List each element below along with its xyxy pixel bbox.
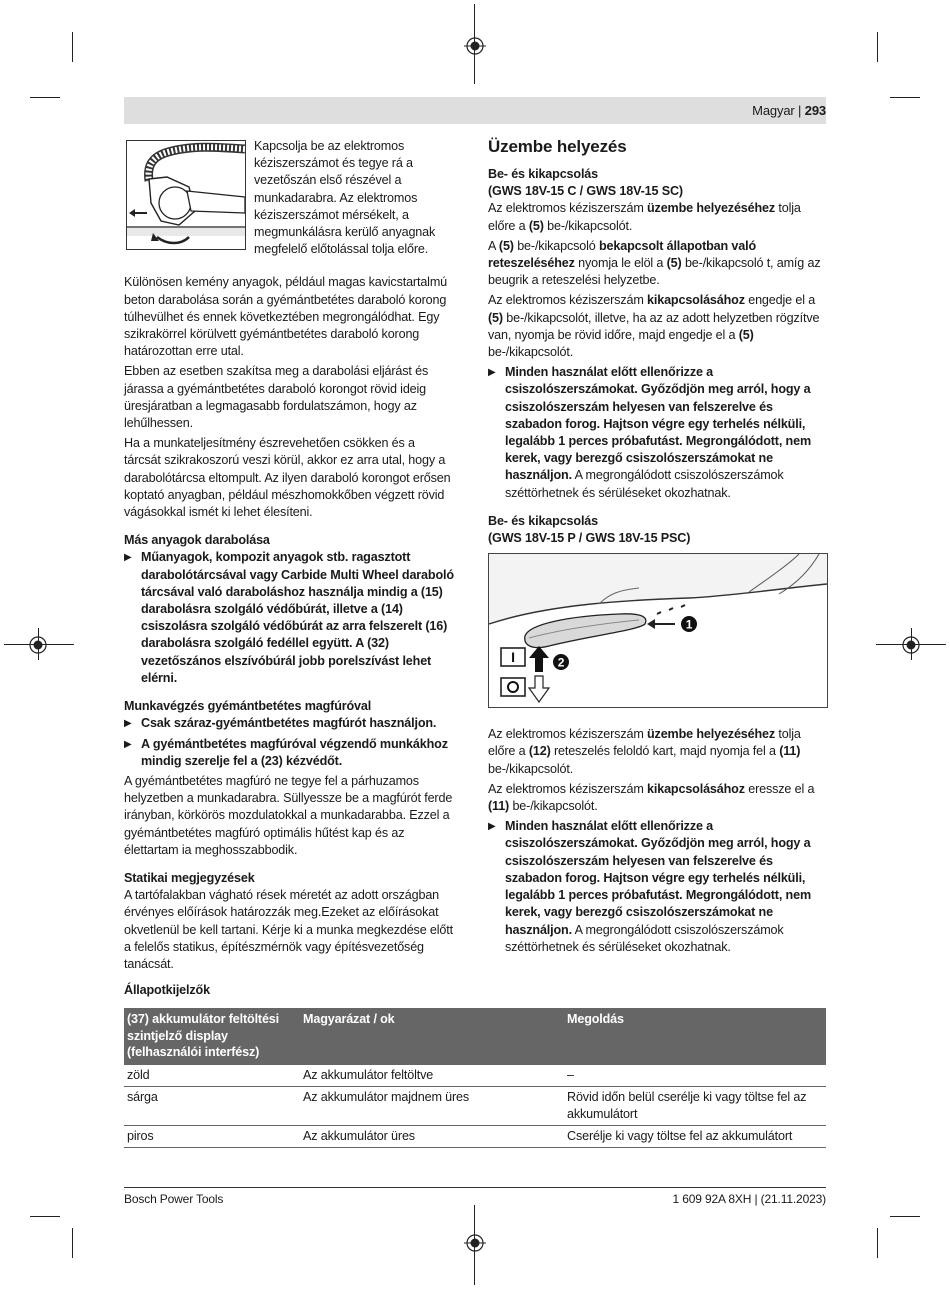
crop-mark	[72, 1228, 73, 1258]
bullet-inspect-tools-1: ▶ Minden használat előtt ellenőrizze a csiszolószerszámokat. Győződjön meg arról, hogy a csiszolószerszám helyesen van felszerelve és szabadon forog. Hajtson végre egy terhelés nélküli, legalább 1 perces próbafutást. Megrongálódott, nem kerek, vagy berezgő csiszolószerszámokat ne használjon. A megrongálódott csiszolószerszámok széttörhetnek és sérüléseket okozhatnak.	[488, 365, 811, 500]
table-cell: –	[564, 1065, 826, 1087]
crop-mark	[877, 1228, 878, 1258]
static-paragraph: A tartófalakban vágható rések méretét az adott országban érvényes előírások határozzák meg.Ezeket az előírásokat okvetlenül be kell tartani. Kérje ki a munka megkezdése előtt a felelős statikus, építészmérnök vagy építésvezetőség tanácsát.	[124, 888, 453, 971]
table-row	[124, 1086, 826, 1125]
angle-grinder-cutting-icon	[127, 141, 245, 249]
overheat-paragraph: Különösen kemény anyagok, például magas kavicstartalmú beton darabolása során a gyémántbetétes daraboló korong túlhevülhet és ennek következtében megrongálódhat. Egy szikrakörrel körülvett gyémántbetétes daraboló korong határozottan erre utal.	[124, 275, 448, 359]
registration-mark-icon	[900, 634, 922, 656]
table-cell: Cserélje ki vagy töltse fel az akkumulátort	[564, 1125, 826, 1147]
switch-on-paragraph-p: Az elektromos kéziszerszám üzembe helyezéséhez tolja előre a (12) reteszelés feloldó kart, majd nyomja fel a (11) be-/kikapcsolót.	[488, 727, 801, 776]
bullet-hand-guard: ▶ A gyémántbetétes magfúróval végzendő munkákhoz mindig szerelje fel a (23) kézvédőt.	[124, 736, 448, 768]
table-header-row	[124, 1008, 826, 1065]
crop-mark	[890, 1216, 920, 1217]
footer-brand: Bosch Power Tools	[124, 1192, 224, 1206]
footer-rule	[124, 1187, 826, 1188]
table-header-cell: Magyarázat / ok	[300, 1008, 564, 1065]
bullet-arrow-icon: ▶	[488, 367, 496, 379]
table-cell: Az akkumulátor üres	[300, 1125, 564, 1147]
section-heading-static: Statikai megjegyzések	[124, 870, 255, 885]
bullet-inspect-tools-2: ▶ Minden használat előtt ellenőrizze a csiszolószerszámokat. Győződjön meg arról, hogy a csiszolószerszám helyesen van felszerelve és szabadon forog. Hajtson végre egy terhelés nélküli, legalább 1 perces próbafutást. Megrongálódott, nem kerek, vagy berezgő csiszolószerszámokat ne használjon. A megrongálódott csiszolószerszámok széttörhetnek és sérüléseket okozhatnak.	[488, 819, 811, 954]
table-header-cell: Megoldás	[564, 1008, 826, 1065]
intro-text: Kapcsolja be az elektromos kéziszerszámot és tegye rá a vezetőszán első részével a munkadarabra. Az elektromos kéziszerszámot mérsékelt, a megmunkálásra kerülő anyagnak megfelelő előtolással tolja előre.	[254, 139, 436, 257]
switch-off-paragraph-p: Az elektromos kéziszerszám kikapcsolásához eressze el a (11) be-/kikapcsolót.	[488, 781, 815, 814]
header-language: Magyar	[752, 103, 795, 118]
crop-mark	[30, 97, 60, 98]
registration-mark-icon	[464, 1232, 486, 1254]
lock-paragraph: A (5) be-/kikapcsoló bekapcsolt állapotban való reteszeléséhez nyomja le elöl a (5) be-/kikapcsoló t, amíg az beugrik a reteszelési helyzetbe.	[488, 238, 821, 288]
status-table-title: Állapotkijelzők	[124, 983, 210, 997]
right-column	[488, 136, 826, 959]
bullet-arrow-icon: ▶	[124, 718, 132, 730]
status-table	[124, 1008, 826, 1148]
heading-switch-c: Be- és kikapcsolás	[488, 167, 599, 181]
cutting-illustration	[126, 140, 246, 250]
section-title-operation: Üzembe helyezés	[488, 137, 627, 156]
registration-mark-icon	[464, 35, 486, 57]
crop-mark	[72, 32, 73, 62]
dull-disc-paragraph: Ha a munkateljesítmény észrevehetően csökken és a tárcsát szikrakoszorú veszi körül, akkor ez arra utal, hogy a darabolótárcsa eltompult. Az ilyen daraboló korongot erősen koptató anyagban, például mészhomokkőben végzett rövid vágásokkal ismét ki lehet élesíteni.	[124, 436, 451, 520]
table-cell: Az akkumulátor feltöltve	[300, 1065, 564, 1087]
callout-1: 1	[685, 617, 693, 632]
cooldown-paragraph: Ebben az esetben szakítsa meg a darabolási eljárást és járassa a gyémántbetétes daraboló korongot rövid ideig üresjáratban a legmagasabb fordulatszámon, hogy az lehűlhessen.	[124, 364, 429, 431]
section-heading-other-materials: Más anyagok darabolása	[124, 533, 270, 548]
page-number: 293	[804, 103, 826, 118]
heading-switch-c-models: (GWS 18V-15 C / GWS 18V-15 SC)	[488, 184, 683, 199]
paddle-switch-illustration	[488, 553, 828, 708]
switch-off-paragraph: Az elektromos kéziszerszám kikapcsolásához engedje el a (5) be-/kikapcsolót, illetve, ha az az adott helyzetben rögzítve van, nyomja be rövid időre, majd engedje el a (5) be-/kikapcsolót.	[488, 293, 820, 360]
section-heading-core-drill: Munkavégzés gyémántbetétes magfúróval	[124, 699, 372, 714]
crop-mark	[890, 97, 920, 98]
header-bar	[124, 97, 826, 124]
table-header-cell: (37) akkumulátor feltöltési szintjelző display (felhasználói interfész)	[124, 1008, 300, 1065]
table-cell: zöld	[124, 1065, 300, 1087]
table-cell: sárga	[124, 1086, 300, 1125]
footer-doc-number: 1 609 92A 8XH | (21.11.2023)	[672, 1192, 826, 1206]
crop-mark	[877, 32, 878, 62]
table-cell: piros	[124, 1125, 300, 1147]
heading-switch-p-models: (GWS 18V-15 P / GWS 18V-15 PSC)	[488, 531, 691, 546]
table-row	[124, 1065, 826, 1087]
callout-2: 2	[557, 655, 565, 670]
switch-on-paragraph: Az elektromos kéziszerszám üzembe helyezéséhez tolja előre a (5) be-/kikapcsolót.	[488, 201, 801, 233]
core-drill-paragraph: A gyémántbetétes magfúró ne tegye fel a párhuzamos helyzetben a munkadarabra. Süllyessze be a magfúrót ferde irányban, körkörös mozdulatokkal a munkadarabba. Ezzel a gyémántbetétes magfúró optimális hűtést kap és az élettartam ia meghosszabbodik.	[124, 773, 453, 857]
bullet-other-materials: ▶ Műanyagok, kompozit anyagok stb. ragasztott darabolótárcsával vagy Carbide Multi Wheel daraboló tárcsával való daraboláshoz használja mindig a (15) darabolásra szolgáló védőbúrát, illetve a (14) csiszolásra szolgáló védőbúrát az arra felszerelt (16) darabolásra szolgáló fedéllel együtt. A (32) vezetőszános elszívóbúrál jobb porelszívást lehet elérni.	[124, 550, 454, 685]
bullet-dry-drill: ▶ Csak száraz-gyémántbetétes magfúrót használjon.	[124, 715, 454, 732]
bullet-arrow-icon: ▶	[124, 552, 132, 564]
left-column	[124, 138, 454, 976]
table-row	[124, 1125, 826, 1147]
heading-switch-p: Be- és kikapcsolás	[488, 513, 599, 528]
running-header: Magyar | 293	[752, 103, 826, 118]
table-cell: Rövid időn belül cserélje ki vagy töltse fel az akkumulátort	[564, 1086, 826, 1125]
on-symbol: I	[511, 649, 515, 666]
registration-mark-icon	[27, 634, 49, 656]
crop-mark	[30, 1216, 60, 1217]
bullet-arrow-icon: ▶	[124, 738, 132, 750]
bullet-arrow-icon: ▶	[488, 821, 496, 833]
table-cell: Az akkumulátor majdnem üres	[300, 1086, 564, 1125]
paddle-switch-icon	[489, 554, 827, 707]
